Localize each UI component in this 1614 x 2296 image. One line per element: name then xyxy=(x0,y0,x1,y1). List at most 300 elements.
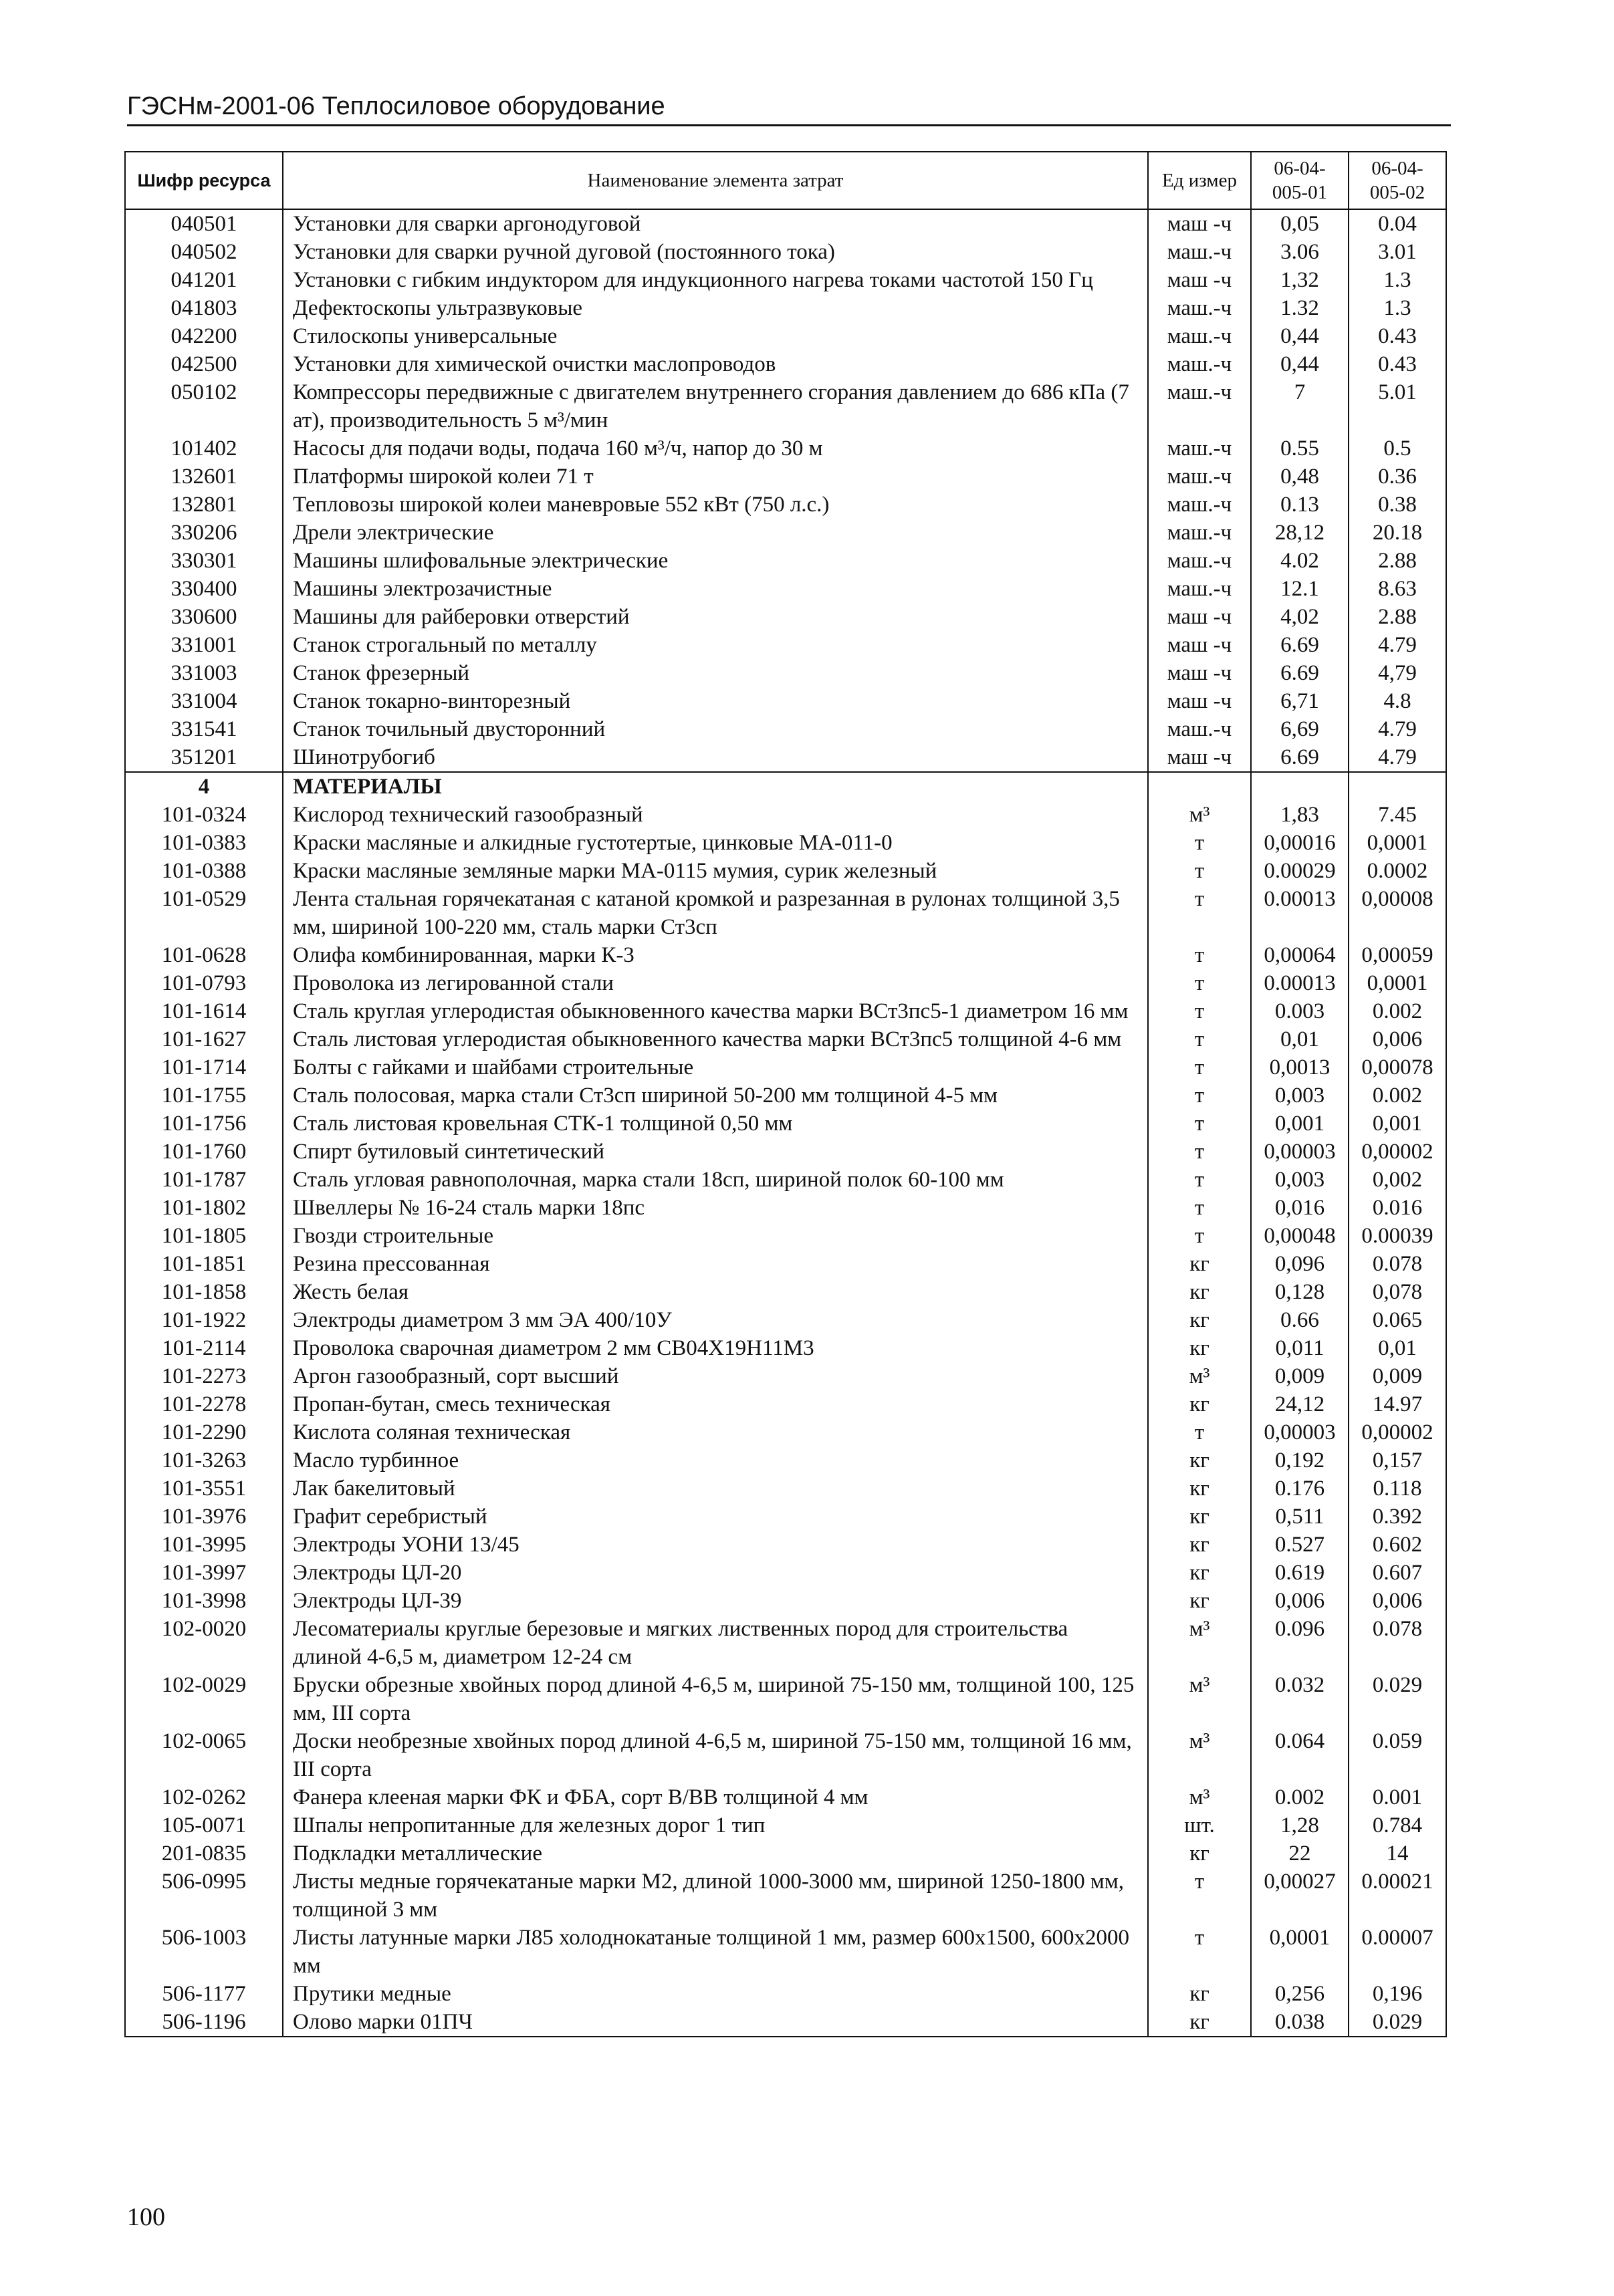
resource-name-cell: Олово марки 01ПЧ xyxy=(283,2008,1148,2037)
norm-02-value-cell: 0.784 xyxy=(1349,1811,1446,1839)
table-row xyxy=(125,1559,1446,1587)
resource-code-cell: 101-3998 xyxy=(125,1587,283,1615)
table-row xyxy=(125,1250,1446,1278)
norm-02-value-cell: 4.79 xyxy=(1349,743,1446,772)
resource-code-cell: 506-1196 xyxy=(125,2008,283,2037)
resource-code-cell: 101-1805 xyxy=(125,1222,283,1250)
norm-02-value-cell: 0,006 xyxy=(1349,1025,1446,1053)
norm-01-value-cell: 24,12 xyxy=(1251,1390,1349,1418)
table-body xyxy=(125,209,1446,2037)
table-row xyxy=(125,322,1446,350)
norm-02-value-cell: 0.38 xyxy=(1349,491,1446,519)
unit-cell: т xyxy=(1148,885,1251,941)
table-row xyxy=(125,209,1446,238)
running-head-title: ГЭСНм-2001-06 Теплосиловое оборудование xyxy=(127,91,1451,126)
table-row xyxy=(125,829,1446,857)
unit-cell: маш.-ч xyxy=(1148,238,1251,266)
norm-01-value-cell: 0.176 xyxy=(1251,1475,1349,1503)
norm-02-value-cell: 0.002 xyxy=(1349,997,1446,1025)
unit-cell: кг xyxy=(1148,1475,1251,1503)
norm-01-value-cell: 0.096 xyxy=(1251,1615,1349,1671)
resource-code-cell: 042200 xyxy=(125,322,283,350)
unit-cell: маш.-ч xyxy=(1148,350,1251,378)
norm-01-value-cell: 0.002 xyxy=(1251,1783,1349,1811)
resource-name-cell: Масло турбинное xyxy=(283,1446,1148,1475)
resource-name-cell: Тепловозы широкой колеи маневровые 552 кВт (750 л.с.) xyxy=(283,491,1148,519)
resource-name-cell: Сталь листовая кровельная СТК-1 толщиной 0,50 мм xyxy=(283,1110,1148,1138)
table-row xyxy=(125,631,1446,659)
resource-code-cell: 040501 xyxy=(125,209,283,238)
norm-02-value-cell: 0.029 xyxy=(1349,2008,1446,2037)
norm-01-value-cell: 0,44 xyxy=(1251,322,1349,350)
table-row xyxy=(125,1278,1446,1306)
resource-name-cell: Насосы для подачи воды, подача 160 м³/ч, напор до 30 м xyxy=(283,434,1148,463)
norm-02-value-cell: 0.5 xyxy=(1349,434,1446,463)
norm-01-value-cell: 7 xyxy=(1251,378,1349,434)
resource-code-cell: 330206 xyxy=(125,519,283,547)
resource-code-cell: 101-0383 xyxy=(125,829,283,857)
unit-cell: м³ xyxy=(1148,1783,1251,1811)
norm-02-value-cell: 0.065 xyxy=(1349,1306,1446,1334)
table-row xyxy=(125,1783,1446,1811)
norm-02-value-cell: 0.029 xyxy=(1349,1671,1446,1727)
unit-cell: т xyxy=(1148,969,1251,997)
unit-cell: м³ xyxy=(1148,1727,1251,1783)
unit-cell: т xyxy=(1148,997,1251,1025)
norm-01-value-cell: 6,69 xyxy=(1251,715,1349,743)
norm-02-value-cell: 0.078 xyxy=(1349,1250,1446,1278)
resource-name-cell: Аргон газообразный, сорт высший xyxy=(283,1362,1148,1390)
table-row xyxy=(125,350,1446,378)
norm-02-value-cell: 0,006 xyxy=(1349,1587,1446,1615)
resource-name-cell: Подкладки металлические xyxy=(283,1839,1148,1868)
unit-cell: т xyxy=(1148,1025,1251,1053)
resource-name-cell: Резина прессованная xyxy=(283,1250,1148,1278)
norm-01-value-cell: 0,006 xyxy=(1251,1587,1349,1615)
norm-02-value-cell: 0,00059 xyxy=(1349,941,1446,969)
norm-01-value-cell: 0,0013 xyxy=(1251,1053,1349,1081)
norm-01-value-cell: 0,48 xyxy=(1251,463,1349,491)
norm-02-value-cell: 0.392 xyxy=(1349,1503,1446,1531)
resource-name-cell: Бруски обрезные хвойных пород длиной 4-6,5 м, шириной 75-150 мм, толщиной 100, 125 мм, III сорта xyxy=(283,1671,1148,1727)
norm-01-value-cell: 0,511 xyxy=(1251,1503,1349,1531)
table-row xyxy=(125,1811,1446,1839)
unit-cell: маш.-ч xyxy=(1148,322,1251,350)
resource-code-cell: 331004 xyxy=(125,687,283,715)
unit-cell: м³ xyxy=(1148,1362,1251,1390)
unit-cell: шт. xyxy=(1148,1811,1251,1839)
norm-01-value-cell: 0.13 xyxy=(1251,491,1349,519)
norm-01-value-cell: 4,02 xyxy=(1251,603,1349,631)
unit-cell: кг xyxy=(1148,1503,1251,1531)
resource-name-cell: Проволока сварочная диаметром 2 мм СВ04Х19Н11М3 xyxy=(283,1334,1148,1362)
norm-01-value-cell: 0,00003 xyxy=(1251,1138,1349,1166)
resource-name-cell: Листы латунные марки Л85 холоднокатаные толщиной 1 мм, размер 600x1500, 600x2000 мм xyxy=(283,1924,1148,1980)
norm-01-value-cell: 4.02 xyxy=(1251,547,1349,575)
unit-cell: т xyxy=(1148,1194,1251,1222)
resource-name-cell: Компрессоры передвижные с двигателем внутреннего сгорания давлением до 686 кПа (7 ат), производительность 5 м³/мин xyxy=(283,378,1148,434)
resource-name-cell: Олифа комбинированная, марки К-3 xyxy=(283,941,1148,969)
norm-01-value-cell: 0,00064 xyxy=(1251,941,1349,969)
resource-name-cell: Электроды ЦЛ-39 xyxy=(283,1587,1148,1615)
resource-name-cell: Фанера клееная марки ФК и ФБА, сорт В/ВВ толщиной 4 мм xyxy=(283,1783,1148,1811)
resource-name-cell: Краски масляные и алкидные густотертые, цинковые МА-011-0 xyxy=(283,829,1148,857)
norm-02-value-cell: 1.3 xyxy=(1349,294,1446,322)
norm-02-value-cell: 0,00078 xyxy=(1349,1053,1446,1081)
resource-name-cell: Спирт бутиловый синтетический xyxy=(283,1138,1148,1166)
norm-01-value-cell: 0,44 xyxy=(1251,350,1349,378)
norm-01-value-cell: 3.06 xyxy=(1251,238,1349,266)
resource-code-cell: 331001 xyxy=(125,631,283,659)
resource-name-cell: Установки для химической очистки маслопроводов xyxy=(283,350,1148,378)
norm-01-value-cell: 12.1 xyxy=(1251,575,1349,603)
resource-code-cell: 506-0995 xyxy=(125,1868,283,1924)
norm-02-value-cell: 0.002 xyxy=(1349,1081,1446,1110)
resource-name-cell: Установки с гибким индуктором для индукционного нагрева токами частотой 150 Гц xyxy=(283,266,1148,294)
resource-name-cell: Прутики медные xyxy=(283,1980,1148,2008)
norm-02-value-cell: 4.79 xyxy=(1349,631,1446,659)
resource-code-cell: 101-1756 xyxy=(125,1110,283,1138)
resource-code-cell: 132601 xyxy=(125,463,283,491)
table-row xyxy=(125,1194,1446,1222)
unit-cell: кг xyxy=(1148,1334,1251,1362)
resource-name-cell: Графит серебристый xyxy=(283,1503,1148,1531)
norm-01-value-cell: 0,00027 xyxy=(1251,1868,1349,1924)
resource-name-cell: Кислород технический газообразный xyxy=(283,801,1148,829)
resource-code-cell: 101402 xyxy=(125,434,283,463)
resource-code-cell: 351201 xyxy=(125,743,283,772)
resource-name-cell: Шпалы непропитанные для железных дорог 1 тип xyxy=(283,1811,1148,1839)
unit-cell: т xyxy=(1148,1053,1251,1081)
unit-cell: т xyxy=(1148,941,1251,969)
unit-cell: кг xyxy=(1148,1278,1251,1306)
norm-02-value-cell: 0,196 xyxy=(1349,1980,1446,2008)
norm-01-value-cell: 0,009 xyxy=(1251,1362,1349,1390)
norm-01-value-cell: 0,016 xyxy=(1251,1194,1349,1222)
norm-01-value-cell: 1.32 xyxy=(1251,294,1349,322)
table-row xyxy=(125,1362,1446,1390)
resource-code-cell: 101-3263 xyxy=(125,1446,283,1475)
resource-name-cell: Машины шлифовальные электрические xyxy=(283,547,1148,575)
norm-02-value-cell: 7.45 xyxy=(1349,801,1446,829)
resource-code-cell: 101-0793 xyxy=(125,969,283,997)
column-header-norm-01: 06-04-005-01 xyxy=(1251,152,1349,209)
resource-name-cell: Машины электрозачистные xyxy=(283,575,1148,603)
resource-code-cell: 101-1787 xyxy=(125,1166,283,1194)
table-row xyxy=(125,519,1446,547)
resource-code-cell: 101-1802 xyxy=(125,1194,283,1222)
unit-cell: кг xyxy=(1148,1559,1251,1587)
norm-02-value-cell: 5.01 xyxy=(1349,378,1446,434)
table-row xyxy=(125,1868,1446,1924)
norm-02-value-cell: 14.97 xyxy=(1349,1390,1446,1418)
table-row xyxy=(125,1306,1446,1334)
resource-name-cell: Электроды ЦЛ-20 xyxy=(283,1559,1148,1587)
norm-02-value-cell: 0.078 xyxy=(1349,1615,1446,1671)
resource-code-cell: 101-1614 xyxy=(125,997,283,1025)
table-row xyxy=(125,1446,1446,1475)
resource-code-cell: 101-1714 xyxy=(125,1053,283,1081)
unit-cell: маш.-ч xyxy=(1148,519,1251,547)
table-row xyxy=(125,1839,1446,1868)
resource-code-cell: 506-1003 xyxy=(125,1924,283,1980)
resource-code-cell: 101-3995 xyxy=(125,1531,283,1559)
norm-02-value-cell: 8.63 xyxy=(1349,575,1446,603)
norm-02-value-cell: 0,157 xyxy=(1349,1446,1446,1475)
resource-name-cell: Платформы широкой колеи 71 т xyxy=(283,463,1148,491)
table-row xyxy=(125,1053,1446,1081)
unit-cell: кг xyxy=(1148,1980,1251,2008)
table-row xyxy=(125,1980,1446,2008)
resource-code-cell: 102-0262 xyxy=(125,1783,283,1811)
resource-code-cell: 101-1760 xyxy=(125,1138,283,1166)
table-row xyxy=(125,1727,1446,1783)
norm-02-value-cell: 0.43 xyxy=(1349,350,1446,378)
norm-01-value-cell: 6.69 xyxy=(1251,743,1349,772)
table-row xyxy=(125,463,1446,491)
resource-name-cell: МАТЕРИАЛЫ xyxy=(283,772,1148,801)
resource-code-cell: 101-1851 xyxy=(125,1250,283,1278)
resource-code-cell: 101-3997 xyxy=(125,1559,283,1587)
unit-cell: т xyxy=(1148,1222,1251,1250)
resource-code-cell: 4 xyxy=(125,772,283,801)
norm-02-value-cell: 3.01 xyxy=(1349,238,1446,266)
resource-name-cell: Дрели электрические xyxy=(283,519,1148,547)
column-header-unit: Ед измер xyxy=(1148,152,1251,209)
resource-code-cell: 102-0065 xyxy=(125,1727,283,1783)
norm-02-value-cell: 0,001 xyxy=(1349,1110,1446,1138)
norm-02-value-cell: 14 xyxy=(1349,1839,1446,1868)
norm-02-value-cell: 20.18 xyxy=(1349,519,1446,547)
table-row xyxy=(125,885,1446,941)
resource-name-cell: Пропан-бутан, смесь техническая xyxy=(283,1390,1148,1418)
table-row xyxy=(125,1081,1446,1110)
unit-cell: т xyxy=(1148,1418,1251,1446)
norm-02-value-cell: 0.00007 xyxy=(1349,1924,1446,1980)
norm-02-value-cell: 0.118 xyxy=(1349,1475,1446,1503)
table-row xyxy=(125,1334,1446,1362)
unit-cell: кг xyxy=(1148,1839,1251,1868)
resource-code-cell: 040502 xyxy=(125,238,283,266)
norm-02-value-cell: 0,0001 xyxy=(1349,829,1446,857)
norm-01-value-cell: 0.66 xyxy=(1251,1306,1349,1334)
resource-code-cell: 101-1922 xyxy=(125,1306,283,1334)
table-row xyxy=(125,575,1446,603)
resource-code-cell: 330301 xyxy=(125,547,283,575)
norm-01-value-cell: 0.55 xyxy=(1251,434,1349,463)
table-row xyxy=(125,801,1446,829)
resource-name-cell: Станок фрезерный xyxy=(283,659,1148,687)
unit-cell: т xyxy=(1148,1166,1251,1194)
table-row xyxy=(125,997,1446,1025)
resource-code-cell: 101-3976 xyxy=(125,1503,283,1531)
norm-02-value-cell: 0.00021 xyxy=(1349,1868,1446,1924)
table-row xyxy=(125,1587,1446,1615)
norm-02-value-cell: 4.79 xyxy=(1349,715,1446,743)
norm-02-value-cell: 0,009 xyxy=(1349,1362,1446,1390)
resource-name-cell: Лента стальная горячекатаная с катаной кромкой и разрезанная в рулонах толщиной 3,5 мм, шириной 100-220 мм, сталь марки Ст3сп xyxy=(283,885,1148,941)
unit-cell: м³ xyxy=(1148,801,1251,829)
resource-code-cell: 102-0020 xyxy=(125,1615,283,1671)
norm-02-value-cell: 4,79 xyxy=(1349,659,1446,687)
norm-02-value-cell: 0,078 xyxy=(1349,1278,1446,1306)
resource-name-cell: Лак бакелитовый xyxy=(283,1475,1148,1503)
table-row xyxy=(125,1475,1446,1503)
norm-02-value-cell: 0.36 xyxy=(1349,463,1446,491)
norm-02-value-cell: 0.0002 xyxy=(1349,857,1446,885)
norm-01-value-cell: 0.00013 xyxy=(1251,969,1349,997)
resource-code-cell: 042500 xyxy=(125,350,283,378)
resource-code-cell: 102-0029 xyxy=(125,1671,283,1727)
unit-cell: маш.-ч xyxy=(1148,547,1251,575)
table-row xyxy=(125,941,1446,969)
resource-code-cell: 101-2290 xyxy=(125,1418,283,1446)
norm-01-value-cell: 0,192 xyxy=(1251,1446,1349,1475)
norm-02-value-cell: 0,00008 xyxy=(1349,885,1446,941)
table-row xyxy=(125,1924,1446,1980)
norm-01-value-cell: 0,00003 xyxy=(1251,1418,1349,1446)
table-row xyxy=(125,857,1446,885)
table-row xyxy=(125,1166,1446,1194)
table-row xyxy=(125,1671,1446,1727)
norm-01-value-cell: 0,001 xyxy=(1251,1110,1349,1138)
table-row xyxy=(125,1025,1446,1053)
resource-code-cell: 101-1858 xyxy=(125,1278,283,1306)
unit-cell: маш.-ч xyxy=(1148,434,1251,463)
resource-code-cell: 101-0324 xyxy=(125,801,283,829)
norm-02-value-cell xyxy=(1349,772,1446,801)
table-row xyxy=(125,1615,1446,1671)
table-row xyxy=(125,1503,1446,1531)
unit-cell: кг xyxy=(1148,1390,1251,1418)
resource-code-cell: 331541 xyxy=(125,715,283,743)
table-header-row xyxy=(125,152,1446,209)
resource-code-cell: 506-1177 xyxy=(125,1980,283,2008)
norm-02-value-cell: 0.059 xyxy=(1349,1727,1446,1783)
norm-01-value-cell: 22 xyxy=(1251,1839,1349,1868)
unit-cell: т xyxy=(1148,1138,1251,1166)
resource-name-cell: Электроды УОНИ 13/45 xyxy=(283,1531,1148,1559)
resource-name-cell: Шинотрубогиб xyxy=(283,743,1148,772)
resource-code-cell: 101-2114 xyxy=(125,1334,283,1362)
resource-name-cell: Болты с гайками и шайбами строительные xyxy=(283,1053,1148,1081)
resource-name-cell: Сталь угловая равнополочная, марка стали 18сп, шириной полок 60-100 мм xyxy=(283,1166,1148,1194)
resource-code-cell: 101-1627 xyxy=(125,1025,283,1053)
norm-01-value-cell: 0.003 xyxy=(1251,997,1349,1025)
table-row xyxy=(125,266,1446,294)
norm-01-value-cell: 0,00016 xyxy=(1251,829,1349,857)
resource-name-cell: Кислота соляная техническая xyxy=(283,1418,1148,1446)
norm-01-value-cell: 6.69 xyxy=(1251,631,1349,659)
table-row xyxy=(125,659,1446,687)
unit-cell: маш.-ч xyxy=(1148,491,1251,519)
table-row xyxy=(125,743,1446,772)
resource-name-cell: Сталь полосовая, марка стали Ст3сп шириной 50-200 мм толщиной 4-5 мм xyxy=(283,1081,1148,1110)
norm-01-value-cell: 0.038 xyxy=(1251,2008,1349,2037)
table-row xyxy=(125,1418,1446,1446)
norm-01-value-cell: 0,003 xyxy=(1251,1081,1349,1110)
norm-02-value-cell: 0,002 xyxy=(1349,1166,1446,1194)
resource-name-cell: Установки для сварки ручной дуговой (постоянного тока) xyxy=(283,238,1148,266)
table-row xyxy=(125,715,1446,743)
resource-name-cell: Электроды диаметром 3 мм ЭА 400/10У xyxy=(283,1306,1148,1334)
table-row xyxy=(125,547,1446,575)
norm-02-value-cell: 4.8 xyxy=(1349,687,1446,715)
table-row xyxy=(125,969,1446,997)
norm-01-value-cell: 0.00029 xyxy=(1251,857,1349,885)
norm-01-value-cell: 0,00048 xyxy=(1251,1222,1349,1250)
table-row xyxy=(125,1110,1446,1138)
resource-name-cell: Лесоматериалы круглые березовые и мягких лиственных пород для строительства длиной 4-6,5 м, диаметром 12-24 см xyxy=(283,1615,1148,1671)
unit-cell: м³ xyxy=(1148,1615,1251,1671)
resource-name-cell: Станок токарно-винторезный xyxy=(283,687,1148,715)
resource-name-cell: Гвозди строительные xyxy=(283,1222,1148,1250)
resource-name-cell: Проволока из легированной стали xyxy=(283,969,1148,997)
norm-01-value-cell: 1,32 xyxy=(1251,266,1349,294)
norm-02-value-cell: 0.016 xyxy=(1349,1194,1446,1222)
resource-code-cell: 101-0529 xyxy=(125,885,283,941)
resource-name-cell: Краски масляные земляные марки МА-0115 мумия, сурик железный xyxy=(283,857,1148,885)
resource-name-cell: Стилоскопы универсальные xyxy=(283,322,1148,350)
table-row xyxy=(125,687,1446,715)
unit-cell: маш -ч xyxy=(1148,631,1251,659)
unit-cell: м³ xyxy=(1148,1671,1251,1727)
resource-name-cell: Установки для сварки аргонодуговой xyxy=(283,209,1148,238)
resource-code-cell: 132801 xyxy=(125,491,283,519)
resource-name-cell: Сталь круглая углеродистая обыкновенного качества марки ВСт3пс5-1 диаметром 16 мм xyxy=(283,997,1148,1025)
norm-01-value-cell: 28,12 xyxy=(1251,519,1349,547)
table-row xyxy=(125,1138,1446,1166)
resource-name-cell: Листы медные горячекатаные марки М2, длиной 1000-3000 мм, шириной 1250-1800 мм, толщиной 3 мм xyxy=(283,1868,1148,1924)
norm-01-value-cell: 0,128 xyxy=(1251,1278,1349,1306)
norm-01-value-cell: 0,0001 xyxy=(1251,1924,1349,1980)
norm-02-value-cell: 0,00002 xyxy=(1349,1418,1446,1446)
resource-code-cell: 101-2273 xyxy=(125,1362,283,1390)
unit-cell: маш.-ч xyxy=(1148,294,1251,322)
unit-cell: маш -ч xyxy=(1148,266,1251,294)
norm-01-value-cell: 0.064 xyxy=(1251,1727,1349,1783)
resource-code-cell: 330400 xyxy=(125,575,283,603)
unit-cell: т xyxy=(1148,1081,1251,1110)
norm-01-value-cell: 0.619 xyxy=(1251,1559,1349,1587)
section-row xyxy=(125,772,1446,801)
norm-02-value-cell: 0.607 xyxy=(1349,1559,1446,1587)
table-row xyxy=(125,603,1446,631)
column-header-norm-02: 06-04-005-02 xyxy=(1349,152,1446,209)
norm-01-value-cell: 0,096 xyxy=(1251,1250,1349,1278)
table-row xyxy=(125,1390,1446,1418)
unit-cell: т xyxy=(1148,1924,1251,1980)
unit-cell: маш -ч xyxy=(1148,209,1251,238)
unit-cell: кг xyxy=(1148,2008,1251,2037)
norm-01-value-cell: 0,011 xyxy=(1251,1334,1349,1362)
norm-02-value-cell: 0,00002 xyxy=(1349,1138,1446,1166)
resource-code-cell: 041803 xyxy=(125,294,283,322)
norm-01-value-cell: 6,71 xyxy=(1251,687,1349,715)
norm-02-value-cell: 0.43 xyxy=(1349,322,1446,350)
resource-code-cell: 105-0071 xyxy=(125,1811,283,1839)
resource-code-cell: 331003 xyxy=(125,659,283,687)
unit-cell: маш.-ч xyxy=(1148,463,1251,491)
unit-cell: кг xyxy=(1148,1250,1251,1278)
resource-name-cell: Машины для райберовки отверстий xyxy=(283,603,1148,631)
unit-cell: т xyxy=(1148,857,1251,885)
norm-01-value-cell: 0.527 xyxy=(1251,1531,1349,1559)
unit-cell: маш -ч xyxy=(1148,603,1251,631)
resource-name-cell: Станок строгальный по металлу xyxy=(283,631,1148,659)
norm-01-value-cell xyxy=(1251,772,1349,801)
unit-cell: т xyxy=(1148,1868,1251,1924)
